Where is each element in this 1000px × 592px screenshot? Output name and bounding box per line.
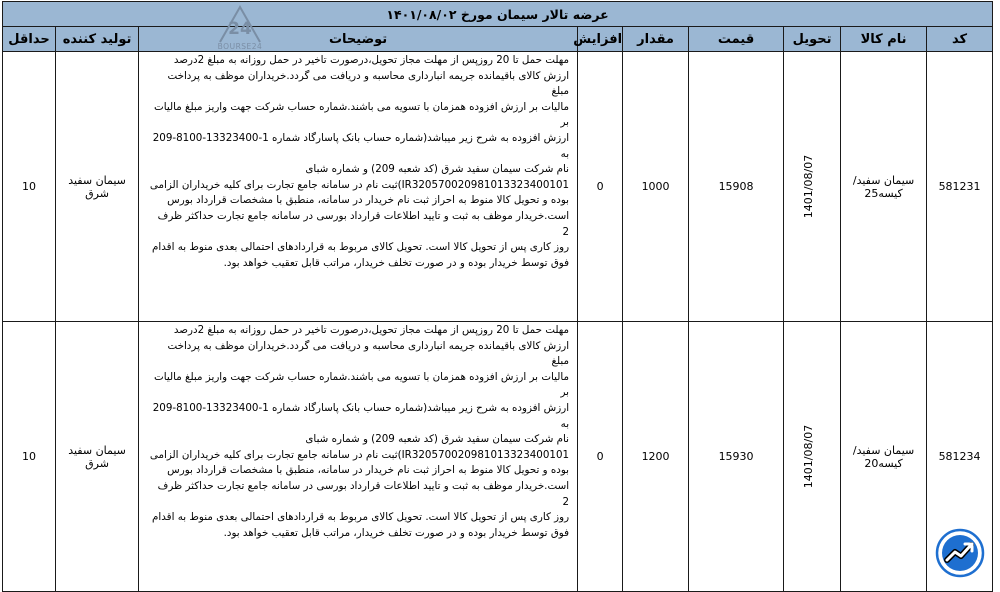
cell-price: 15908 (689, 52, 784, 322)
cell-description: مهلت حمل تا 20 روزپس از مهلت مجاز تحویل،درصورت تاخیر در حمل روزانه به مبلغ 2درصد ارزش کالای باقیمانده جریمه انبارداری محاسبه و دریافت می گردد.خریداران موظف به پرداخت مبلغ مالیات بر ارزش افزوده همزمان با تسویه می باشند.شماره حساب شرکت جهت واریز مبلغ مالیات بر ارزش افزوده به شرح زیر میباشد(شماره حساب بانک پاسارگاد شماره 1-13323400-8100-209 به نام شرکت سیمان سفید شرق (کد شعبه 209) و شماره شبای IR320570020981013323400101)ثبت نام در سامانه جامع تجارت برای کلیه خریداران الزامی بوده و تحویل کالا منوط به احراز ثبت نام خریدار در سامانه، منطبق با مشخصات قرارداد بورس است.خریدار موظف به ثبت و تایید اطلاعات قرارداد بورسی در سامانه جامع تجارت حداکثر ظرف 2 روز کاری پس از تحویل کالا است. تحویل کالای مربوط به قراردادهای احتمالی بعدی منوط به اقدام فوق توسط خریدار بوده و در صورت تخلف خریدار، مراتب قابل تعقیب خواهد بود. (139, 322, 578, 592)
cement-offer-table (2, 1, 993, 592)
trend-chart-icon-graphic (935, 528, 985, 578)
cell-product-name: سیمان سفید/کیسه25 (841, 52, 927, 322)
table-title-row (3, 2, 993, 27)
cell-delivery (784, 322, 841, 592)
table-row (3, 52, 993, 322)
header-description: توضیحات (139, 27, 578, 52)
logo-text: BOURSE24 (217, 42, 263, 51)
cell-code: 581231 (927, 52, 993, 322)
delivery-date: 1401/08/07 (801, 154, 815, 219)
cell-producer: سیمان سفید شرق (56, 322, 139, 592)
cell-increase: 0 (578, 52, 623, 322)
logo-number: 24 (228, 19, 252, 39)
header-minimum: حداقل (3, 27, 56, 52)
cell-product-name: سیمان سفید/کیسه20 (841, 322, 927, 592)
cell-description: مهلت حمل تا 20 روزپس از مهلت مجاز تحویل،درصورت تاخیر در حمل روزانه به مبلغ 2درصد ارزش کالای باقیمانده جریمه انبارداری محاسبه و دریافت می گردد.خریداران موظف به پرداخت مبلغ مالیات بر ارزش افزوده همزمان با تسویه می باشند.شماره حساب شرکت جهت واریز مبلغ مالیات بر ارزش افزوده به شرح زیر میباشد(شماره حساب بانک پاسارگاد شماره 1-13323400-8100-209 به نام شرکت سیمان سفید شرق (کد شعبه 209) و شماره شبای IR320570020981013323400101)ثبت نام در سامانه جامع تجارت برای کلیه خریداران الزامی بوده و تحویل کالا منوط به احراز ثبت نام خریدار در سامانه، منطبق با مشخصات قرارداد بورس است.خریدار موظف به ثبت و تایید اطلاعات قرارداد بورسی در سامانه جامع تجارت حداکثر ظرف 2 روز کاری پس از تحویل کالا است. تحویل کالای مربوط به قراردادهای احتمالی بعدی منوط به اقدام فوق توسط خریدار بوده و در صورت تخلف خریدار، مراتب قابل تعقیب خواهد بود. (139, 52, 578, 322)
header-increase: افزایش (578, 27, 623, 52)
header-code: کد (927, 27, 993, 52)
header-product-name: نام کالا (841, 27, 927, 52)
table-row (3, 322, 993, 592)
offer-sheet (2, 1, 992, 589)
cell-minimum: 10 (3, 322, 56, 592)
cell-minimum: 10 (3, 52, 56, 322)
table-title: عرضه تالار سیمان مورخ ۱۴۰۱/۰۸/۰۲ (3, 2, 993, 27)
header-price: قیمت (689, 27, 784, 52)
header-producer: تولید کننده (56, 27, 139, 52)
cell-increase: 0 (578, 322, 623, 592)
cell-quantity: 1000 (623, 52, 689, 322)
cell-delivery (784, 52, 841, 322)
delivery-date: 1401/08/07 (801, 424, 815, 489)
cell-quantity: 1200 (623, 322, 689, 592)
cell-code: 581234 (927, 322, 993, 592)
cell-price: 15930 (689, 322, 784, 592)
table-header-row (3, 27, 993, 52)
cell-producer: سیمان سفید شرق (56, 52, 139, 322)
trend-chart-icon[interactable] (935, 528, 985, 578)
header-delivery: تحویل (784, 27, 841, 52)
header-quantity: مقدار (623, 27, 689, 52)
